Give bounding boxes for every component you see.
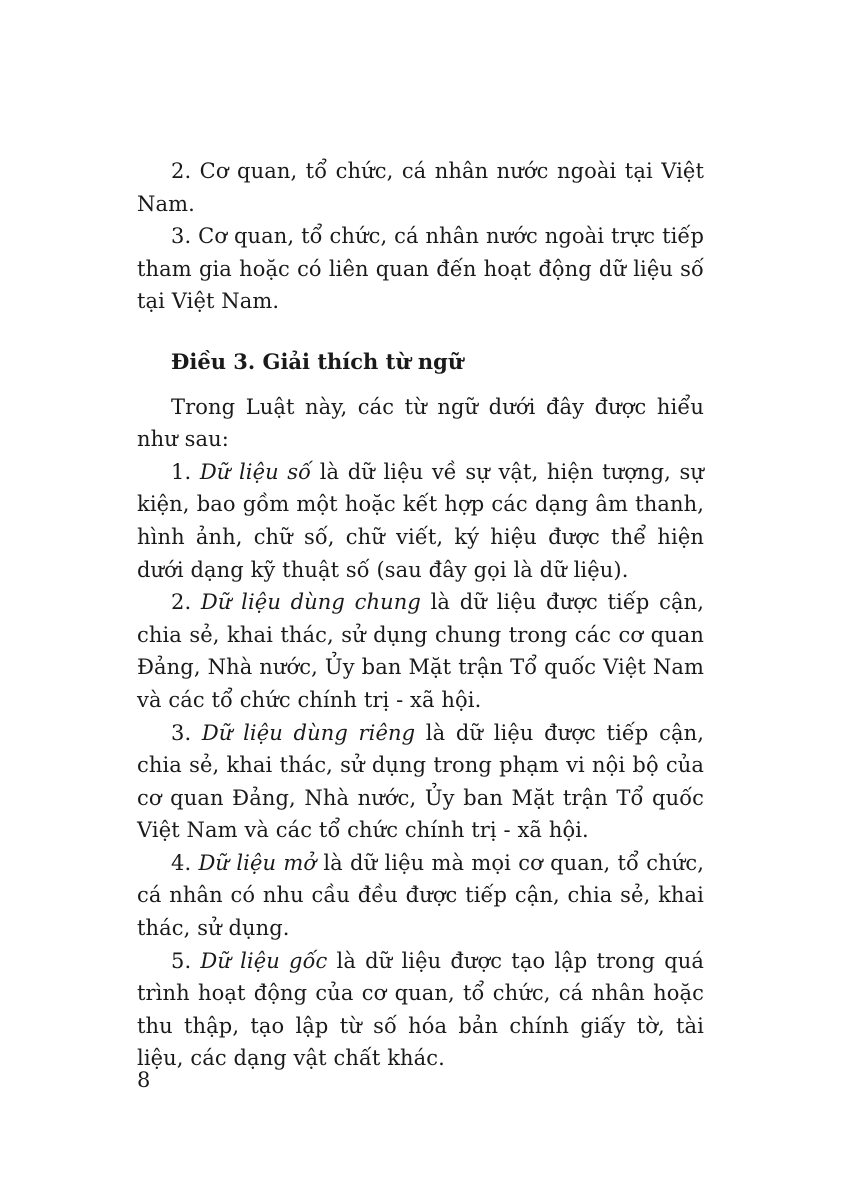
page-number: 8 — [137, 1068, 151, 1092]
article-3-heading: Điều 3. Giải thích từ ngữ — [171, 348, 464, 374]
definition-term: Dữ liệu số — [199, 459, 312, 484]
definition-2 — [137, 586, 704, 716]
definition-term: Dữ liệu mở — [198, 850, 317, 875]
definition-number: 1. — [171, 459, 200, 484]
intro-paragraph: Trong Luật này, các từ ngữ dưới đây được hiểu như sau: — [137, 394, 704, 452]
definition-number: 2. — [171, 590, 201, 615]
clause-2-paragraph: 2. Cơ quan, tổ chức, cá nhân nước ngoài tại Việt Nam. — [137, 159, 704, 216]
definition-3 — [137, 717, 704, 847]
definition-4 — [137, 847, 704, 945]
definition-term: Dữ liệu dùng riêng — [201, 720, 416, 745]
definition-body: là dữ liệu về sự vật, hiện tượng, sự kiện, bao gồm một hoặc kết hợp các dạng âm thanh, hình ảnh, chữ số, chữ viết, ký hiệu được thể hiện dưới dạng kỹ thuật số (sau đây gọi là dữ liệu). — [137, 459, 704, 582]
definition-5 — [137, 945, 704, 1075]
clause-3-paragraph: 3. Cơ quan, tổ chức, cá nhân nước ngoài trực tiếp tham gia hoặc có liên quan đến hoạt động dữ liệu số tại Việt Nam. — [137, 224, 704, 314]
definition-body: là dữ liệu được tiếp cận, chia sẻ, khai thác, sử dụng chung trong các cơ quan Đảng, Nhà nước, Ủy ban Mặt trận Tổ quốc Việt Nam và các tổ chức chính trị - xã hội. — [137, 590, 704, 712]
definition-body: là dữ liệu mà mọi cơ quan, tổ chức, cá nhân có nhu cầu đều được tiếp cận, chia sẻ, khai thác, sử dụng. — [137, 850, 704, 941]
definition-body: là dữ liệu được tạo lập trong quá trình hoạt động của cơ quan, tổ chức, cá nhân hoặc thu thập, tạo lập từ số hóa bản chính giấy tờ, tài liệu, các dạng vật chất khác. — [137, 948, 705, 1071]
definition-1 — [137, 456, 704, 586]
definition-term: Dữ liệu dùng chung — [200, 590, 421, 615]
definition-number: 5. — [171, 948, 201, 973]
definition-term: Dữ liệu gốc — [200, 948, 328, 973]
page-body — [137, 155, 704, 1075]
definition-body: là dữ liệu được tiếp cận, chia sẻ, khai thác, sử dụng trong phạm vi nội bộ của cơ quan Đảng, Nhà nước, Ủy ban Mặt trận Tổ quốc Việt Nam và các tổ chức chính trị - xã hội. — [137, 720, 704, 843]
definition-number: 3. — [171, 720, 202, 745]
definition-number: 4. — [171, 850, 199, 875]
